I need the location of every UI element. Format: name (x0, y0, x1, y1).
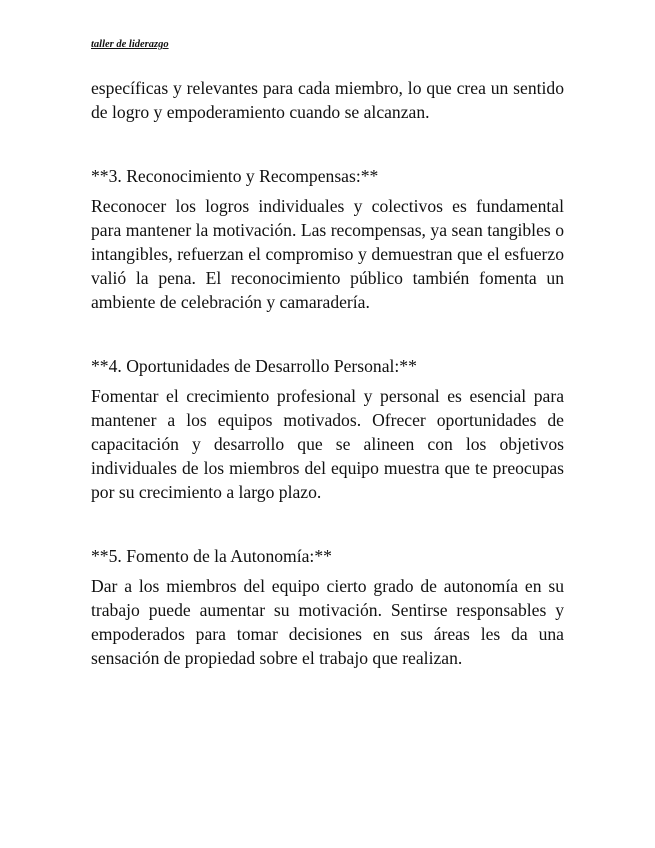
section-paragraph: Fomentar el crecimiento profesional y personal es esencial para mantener a los equipos motivados. Ofrecer oportunidades de capacitación y desarrollo que se alineen con los objetivos individuales de los miembros del equipo muestra que te preocupas por su crecimiento a largo plazo. (91, 386, 564, 502)
document-body (91, 76, 564, 670)
section-spacer (91, 124, 564, 164)
intro-paragraph: específicas y relevantes para cada miembro, lo que crea un sentido de logro y empoderamiento cuando se alcanzan. (91, 78, 564, 122)
section-paragraph: Reconocer los logros individuales y colectivos es fundamental para mantener la motivación. Las recompensas, ya sean tangibles o intangibles, refuerzan el compromiso y demuestran que el esfuerzo valió la pena. El reconocimiento público también fomenta un ambiente de celebración y camaradería. (91, 196, 564, 312)
section-spacer (91, 504, 564, 544)
section-heading: **3. Reconocimiento y Recompensas:** (91, 166, 379, 186)
section-paragraph: Dar a los miembros del equipo cierto grado de autonomía en su trabajo puede aumentar su motivación. Sentirse responsables y empoderados para tomar decisiones en sus áreas les da una sensación de propiedad sobre el trabajo que realizan. (91, 576, 564, 668)
section-heading: **5. Fomento de la Autonomía:** (91, 546, 332, 566)
running-header: taller de liderazgo (91, 39, 169, 50)
section-heading: **4. Oportunidades de Desarrollo Personal:** (91, 356, 417, 376)
section-spacer (91, 314, 564, 354)
